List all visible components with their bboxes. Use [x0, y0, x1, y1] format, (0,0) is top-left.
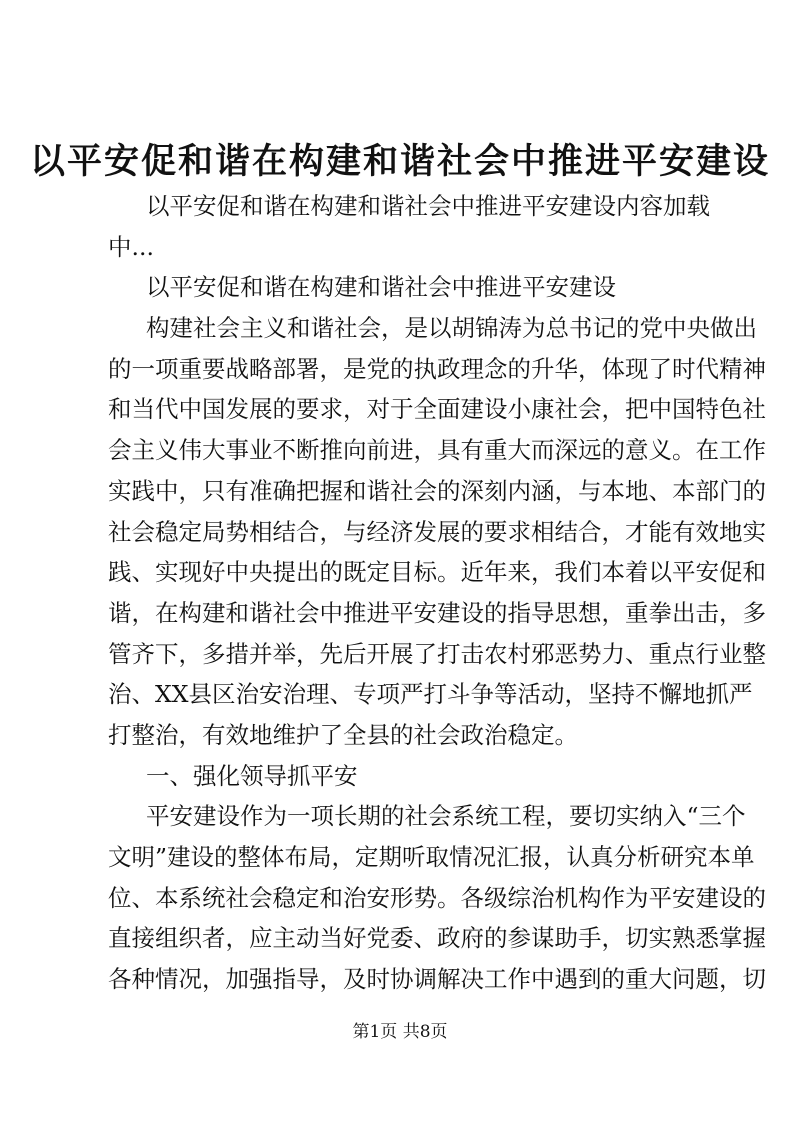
text-line: 和当代中国发展的要求，对于全面建设小康社会，把中国特色社 [108, 395, 766, 424]
text-line: 实践中，只有准确把握和谐社会的深刻内涵，与本地、本部门的 [108, 476, 766, 505]
text-line: 平安建设作为一项长期的社会系统工程，要切实纳入“三个 [146, 802, 746, 831]
text-line: 践、实现好中央提出的既定目标。近年来，我们本着以平安促和 [108, 558, 766, 587]
document-body [108, 186, 766, 1000]
text-line: 构建社会主义和谐社会，是以胡锦涛为总书记的党中央做出 [146, 314, 757, 343]
text-line: 各种情况，加强指导，及时协调解决工作中遇到的重大问题，切 [108, 965, 766, 994]
text-line: 社会稳定局势相结合，与经济发展的要求相结合，才能有效地实 [108, 517, 766, 546]
text-line: 的一项重要战略部署，是党的执政理念的升华，体现了时代精神 [108, 354, 766, 383]
text-line: 以平安促和谐在构建和谐社会中推进平安建设内容加载 [146, 192, 710, 220]
page-footer: 第1页 共8页 [352, 1022, 448, 1042]
text-line: 管齐下，多措并举，先后开展了打击农村邪恶势力、重点行业整 [108, 639, 766, 668]
text-line: 位、本系统社会稳定和治安形势。各级综治机构作为平安建设的 [108, 883, 766, 912]
text-line: 打整治，有效地维护了全县的社会政治稳定。 [108, 720, 578, 749]
section-heading: 以平安促和谐在构建和谐社会中推进平安建设 [146, 273, 616, 302]
section-heading: 一、强化领导抓平安 [146, 761, 358, 790]
text-line: 谐，在构建和谐社会中推进平安建设的指导思想，重拳出击，多 [108, 598, 766, 627]
text-line: 直接组织者，应主动当好党委、政府的参谋助手，切实熟悉掌握 [108, 924, 766, 953]
text-line: 中... [108, 232, 154, 261]
text-line: 文明”建设的整体布局，定期听取情况汇报，认真分析研究本单 [108, 843, 755, 871]
text-line: 会主义伟大事业不断推向前进，具有重大而深远的意义。在工作 [108, 436, 766, 465]
document-title: 以平安促和谐在构建和谐社会中推进平安建设 [29, 141, 770, 182]
text-line: 治、XX县区治安治理、专项严打斗争等活动，坚持不懈地抓严 [108, 680, 753, 709]
